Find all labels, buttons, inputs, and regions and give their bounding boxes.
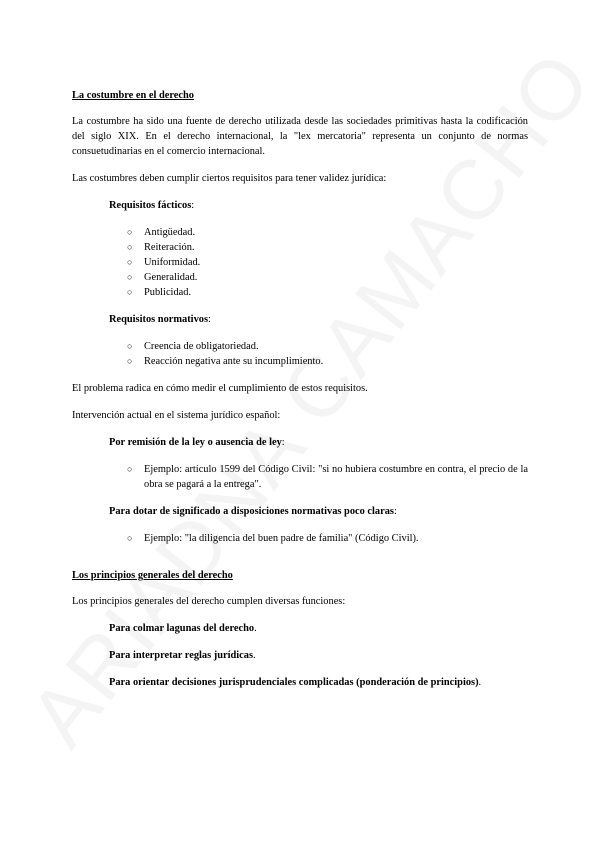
subheading-label: Requisitos normativos: [109, 314, 209, 325]
subheading-label: Para dotar de significado a disposiciones normativas poco claras: [109, 506, 394, 517]
list-item-text: Reacción negativa ante su incumplimiento.: [144, 356, 324, 367]
list-remision: [72, 462, 528, 492]
circle-bullet-icon: ○: [127, 272, 133, 282]
list-item: [127, 462, 528, 492]
colon: :: [281, 437, 285, 448]
list-item-text: Generalidad.: [144, 272, 198, 283]
paragraph-requirements-intro: Las costumbres deben cumplir ciertos requisitos para tener validez jurídica:: [72, 173, 387, 184]
circle-bullet-icon: ○: [127, 341, 133, 351]
list-significado: [72, 531, 528, 546]
list-requisitos-facticos: [72, 225, 528, 300]
list-item-text: Uniformidad.: [144, 257, 201, 268]
list-item: [127, 354, 528, 369]
section-heading-costumbre: La costumbre en el derecho: [72, 90, 194, 101]
function-label: Para orientar decisiones jurisprudenciales complicadas (ponderación de principios): [109, 677, 479, 688]
circle-bullet-icon: ○: [127, 257, 133, 267]
period: .: [478, 677, 482, 688]
circle-bullet-icon: ○: [127, 464, 133, 474]
paragraph-principios-intro: Los principios generales del derecho cumplen diversas funciones:: [72, 596, 346, 607]
list-item: [127, 270, 528, 285]
paragraph-problem: El problema radica en cómo medir el cumplimiento de estos requisitos.: [72, 383, 368, 394]
subheading-requisitos-normativos: [109, 312, 528, 327]
list-item: [127, 531, 528, 546]
function-label: Para interpretar reglas jurídicas: [109, 650, 253, 661]
colon: :: [191, 200, 195, 211]
circle-bullet-icon: ○: [127, 287, 133, 297]
list-item: [127, 339, 528, 354]
circle-bullet-icon: ○: [127, 242, 133, 252]
section-heading-principios: Los principios generales del derecho: [72, 570, 233, 581]
document-content: [72, 88, 528, 702]
subheading-requisitos-facticos: [109, 198, 528, 213]
circle-bullet-icon: ○: [127, 533, 133, 543]
paragraph-intro: La costumbre ha sido una fuente de derecho utilizada desde las sociedades primitivas hasta la codificación del siglo XIX. En el derecho internacional, la "lex mercatoria" representa un conjunto de normas consuetudinarias en el comercio internacional.: [72, 116, 528, 157]
list-item-text: Reiteración.: [144, 242, 195, 253]
function-item: [109, 648, 528, 663]
colon: :: [208, 314, 211, 325]
list-requisitos-normativos: [72, 339, 528, 369]
list-item-text: Creencia de obligatoriedad.: [144, 341, 259, 352]
list-item-text: Ejemplo: "la diligencia del buen padre de familia" (Código Civil).: [144, 533, 419, 544]
list-item: [127, 240, 528, 255]
function-item: [109, 675, 528, 690]
list-item-text: Antigüedad.: [144, 227, 196, 238]
circle-bullet-icon: ○: [127, 356, 133, 366]
list-item: [127, 225, 528, 240]
list-item-text: Ejemplo: artículo 1599 del Código Civil: "si no hubiera costumbre en contra, el precio de la obra se pagará a la entrega".: [144, 464, 528, 490]
subheading-remision: [109, 435, 528, 450]
period: .: [254, 623, 257, 634]
list-item: [127, 285, 528, 300]
function-label: Para colmar lagunas del derecho: [109, 623, 255, 634]
paragraph-intervention: Intervención actual en el sistema jurídico español:: [72, 410, 281, 421]
subheading-label: Por remisión de la ley o ausencia de ley: [109, 437, 282, 448]
function-item: [109, 621, 528, 636]
list-item-text: Publicidad.: [144, 287, 192, 298]
subheading-significado: [109, 504, 528, 519]
circle-bullet-icon: ○: [127, 227, 133, 237]
period: .: [253, 650, 256, 661]
colon: :: [393, 506, 397, 517]
subheading-label: Requisitos fácticos: [109, 200, 192, 211]
list-item: [127, 255, 528, 270]
